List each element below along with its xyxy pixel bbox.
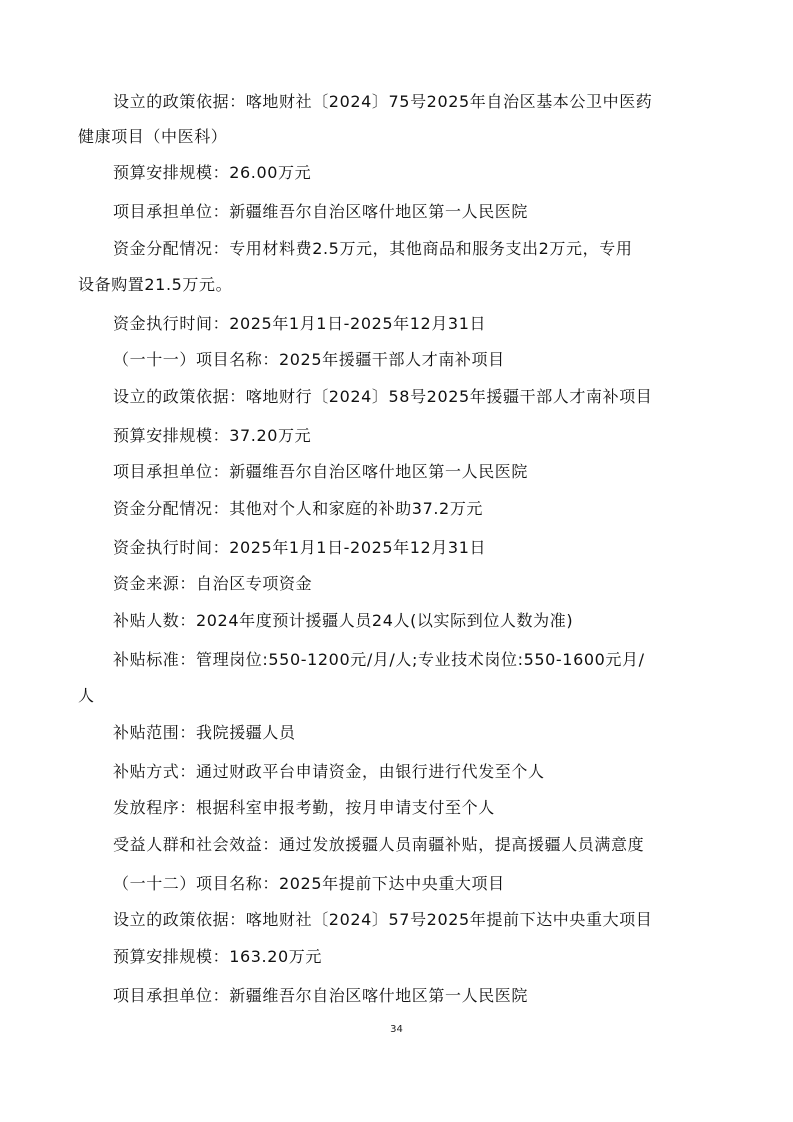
text-line: 人 (78, 686, 95, 705)
text-line: 设备购置21.5万元。 (78, 275, 233, 294)
text-line: 项目承担单位：新疆维吾尔自治区喀什地区第一人民医院 (113, 202, 529, 221)
text-line: 预算安排规模：26.00万元 (113, 163, 312, 182)
text-line: 补贴范围：我院援疆人员 (113, 723, 296, 742)
text-line: 补贴方式：通过财政平台申请资金，由银行进行代发至个人 (113, 762, 545, 781)
text-line: 补贴标准：管理岗位:550-1200元/月/人;专业技术岗位:550-1600元月/ (113, 650, 645, 669)
page-number: 34 (390, 1024, 403, 1035)
text-line: 设立的政策依据：喀地财行〔2024〕58号2025年援疆干部人才南补项目 (113, 387, 653, 406)
text-line: 资金分配情况：专用材料费2.5万元，其他商品和服务支出2万元，专用 (113, 239, 633, 258)
text-line: 预算安排规模：163.20万元 (113, 947, 322, 966)
text-line: 资金分配情况：其他对个人和家庭的补助37.2万元 (113, 499, 484, 518)
text-line: 项目承担单位：新疆维吾尔自治区喀什地区第一人民医院 (113, 462, 529, 481)
text-line: 发放程序：根据科室申报考勤，按月申请支付至个人 (113, 798, 495, 817)
text-line: 预算安排规模：37.20万元 (113, 426, 312, 445)
section-heading: （一十一）项目名称：2025年援疆干部人才南补项目 (113, 350, 505, 369)
text-line: 设立的政策依据：喀地财社〔2024〕75号2025年自治区基本公卫中医药 (113, 92, 653, 111)
text-line: 资金来源：自治区专项资金 (113, 574, 313, 593)
section-heading: （一十二）项目名称：2025年提前下达中央重大项目 (113, 874, 505, 893)
text-line: 受益人群和社会效益：通过发放援疆人员南疆补贴，提高援疆人员满意度 (113, 835, 645, 854)
text-line: 健康项目（中医科） (78, 127, 228, 146)
text-line: 资金执行时间：2025年1月1日-2025年12月31日 (113, 314, 487, 333)
text-line: 项目承担单位：新疆维吾尔自治区喀什地区第一人民医院 (113, 986, 529, 1005)
text-line: 设立的政策依据：喀地财社〔2024〕57号2025年提前下达中央重大项目 (113, 910, 653, 929)
text-line: 资金执行时间：2025年1月1日-2025年12月31日 (113, 538, 487, 557)
text-line: 补贴人数：2024年度预计援疆人员24人(以实际到位人数为准) (113, 611, 574, 630)
